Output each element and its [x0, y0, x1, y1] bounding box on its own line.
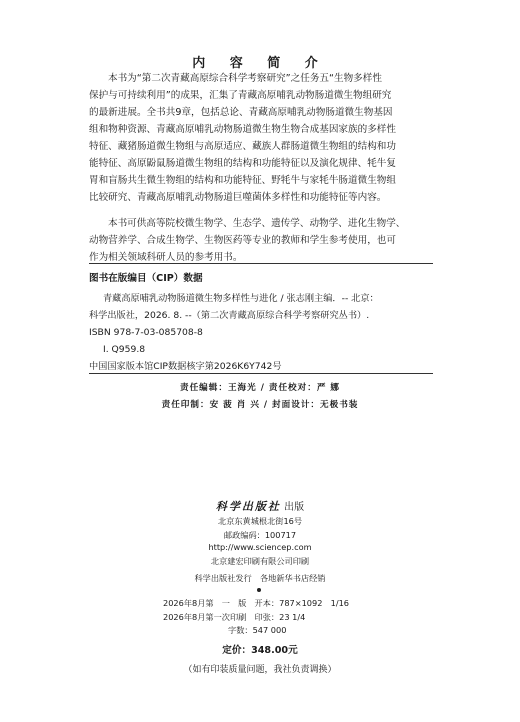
summary-paragraph-1	[89, 70, 433, 206]
summary-line: 本书可供高等院校微生物学、生态学、遗传学、动物学、进化生物学、	[108, 218, 406, 229]
summary-line: 组和物种资源、青藏高原哺乳动物肠道微生物生物合成基因家族的多样性	[89, 124, 396, 135]
summary-line: 胃和盲肠共生微生物组的结构和功能特征、野牦牛与家牦牛肠道微生物组	[89, 175, 396, 186]
cip-line: 中国国家版本馆CIP数据核字第2026K6Y742号	[89, 361, 282, 372]
cip-line: Ⅰ. Q959.8	[103, 344, 146, 355]
publisher-postcode: 邮政编码：100717	[223, 530, 297, 540]
publisher-website: http://www.sciencep.com	[208, 542, 312, 552]
summary-line: 特征、藏猪肠道微生物组与高原适应、藏族人群肠道微生物组的结构和功	[89, 141, 396, 152]
summary-paragraph-2	[89, 215, 433, 266]
page-title: 内 容 简 介	[192, 56, 328, 71]
cip-bottom-divider	[89, 373, 433, 374]
cip-heading: 图书在版编目（CIP）数据	[89, 273, 203, 284]
distribution-line: 科学出版社发行 各地新华书店经销	[194, 573, 326, 583]
summary-line: 的最新进展。全书共9章，包括总论、青藏高原哺乳动物肠道微生物基因	[89, 107, 393, 118]
summary-line: 保护与可持续利用”的成果，汇集了青藏高原哺乳动物肠道微生物组研究	[89, 90, 392, 101]
quality-notice: （如有印装质量问题，我社负责调换）	[183, 665, 337, 675]
staff-credits-line-1: 责任编辑：王海光 / 责任校对：严 娜	[179, 383, 341, 393]
printer-line: 北京建宏印刷有限公司印刷	[210, 556, 310, 566]
separator-dot	[257, 588, 261, 592]
word-count-line: 字数：547 000	[228, 625, 287, 635]
publisher-address: 北京东黄城根北街16号	[217, 516, 303, 526]
printing-line: 2026年8月第一次印刷 印张：23 1/4	[163, 612, 306, 622]
cip-line: ISBN 978-7-03-085708-8	[89, 327, 203, 338]
summary-line: 作为相关领域科研人员的参考用书。	[89, 252, 243, 263]
edition-line: 2026年8月第 一 版 开本：787×1092 1/16	[163, 598, 350, 608]
summary-line: 能特征、高原鼢鼠肠道微生物组的结构和功能特征以及演化规律、牦牛复	[89, 158, 396, 169]
cip-line: 青藏高原哺乳动物肠道微生物多样性与进化 / 张志刚主编．-- 北京：	[103, 293, 379, 304]
publisher-logo-text: 科学出版社	[215, 500, 281, 513]
summary-line: 动物营养学、合成生物学、生物医药等专业的教师和学生参考使用，也可	[89, 235, 396, 246]
publisher-suffix: 出版	[284, 502, 305, 513]
summary-line: 本书为“第二次青藏高原综合科学考察研究”之任务五“生物多样性	[108, 73, 382, 84]
staff-credits-line-2: 责任印制：安 菠 肖 兴 / 封面设计：无极书装	[161, 400, 359, 410]
cip-data	[89, 290, 433, 375]
price-label: 定价：348.00元	[222, 645, 298, 656]
cip-top-divider	[89, 263, 433, 264]
cip-line: 科学出版社，2026. 8. --（第二次青藏高原综合科学考察研究丛书）.	[89, 310, 370, 321]
publisher-line	[0, 498, 520, 514]
summary-line: 比较研究、青藏高原哺乳动物肠道巨噬菌体多样性和功能特征等内容。	[89, 192, 387, 203]
